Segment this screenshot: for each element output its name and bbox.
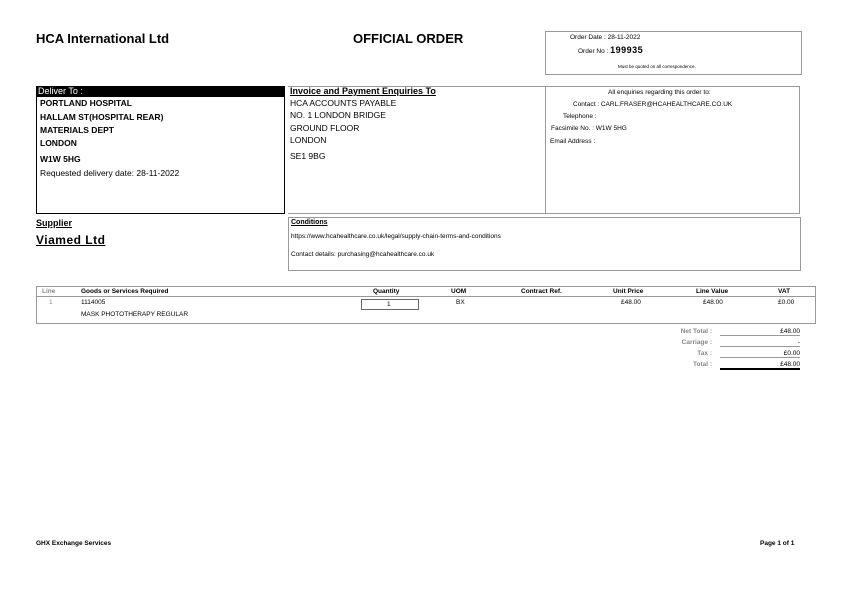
email-row [550, 138, 595, 145]
fax-value: W1W 5HG [595, 125, 627, 132]
total-label: Total : [692, 361, 712, 368]
row-uom: BX [456, 299, 465, 306]
enquiries-note: All enquiries regarding this order to: [608, 89, 711, 96]
invoice-line: SE1 9BG [290, 151, 326, 161]
th-uom: UOM [451, 288, 467, 295]
tax-value: £0.00 [720, 350, 800, 358]
carriage-value: - [720, 339, 800, 347]
conditions-box [288, 217, 801, 271]
supplier-label: Supplier [36, 218, 73, 228]
deliver-to-box [36, 96, 285, 214]
supplier-name: Viamed Ltd [36, 233, 106, 247]
contact-row [573, 101, 732, 108]
deliver-to-heading: Deliver To : [36, 86, 285, 96]
row-quantity: 1 [387, 301, 391, 308]
deliver-line: LONDON [40, 138, 77, 148]
row-line-value: £48.00 [703, 299, 723, 306]
footer-left: GHX Exchange Services [36, 540, 112, 547]
invoice-line: HCA ACCOUNTS PAYABLE [290, 98, 397, 108]
th-goods: Goods or Services Required [81, 288, 169, 295]
conditions-contact: Contact details: purchasing@hcahealthcare.co.uk [291, 251, 435, 258]
email-label: Email Address : [550, 138, 596, 145]
order-no-label: Order No : [578, 48, 609, 55]
deliver-line: W1W 5HG [40, 154, 81, 164]
requested-delivery-label: Requested delivery date: [40, 168, 135, 178]
invoice-line: NO. 1 LONDON BRIDGE [290, 110, 386, 120]
order-number: 199935 [610, 45, 644, 55]
invoice-line: GROUND FLOOR [290, 123, 360, 133]
net-total-label: Net Total : [680, 328, 712, 335]
conditions-url[interactable]: https://www.hcahealthcare.co.uk/legal/supply-chain-terms-and-conditions [291, 233, 501, 240]
divider [545, 86, 546, 214]
deliver-line: MATERIALS DEPT [40, 125, 114, 135]
row-description: MASK PHOTOTHERAPY REGULAR [81, 311, 189, 318]
th-line: Line [42, 288, 56, 295]
conditions-title: Conditions [291, 219, 328, 226]
contact-email: CARL.FRASER@HCAHEALTHCARE.CO.UK [600, 101, 733, 108]
requested-delivery [40, 168, 179, 178]
row-code: 1114005 [81, 299, 106, 306]
th-unit-price: Unit Price [613, 288, 644, 295]
telephone-row [563, 113, 597, 120]
fax-label: Facsimile No. : [551, 125, 594, 132]
quote-note: Must be quoted on all correspondence. [618, 64, 696, 69]
th-vat: VAT [778, 288, 791, 295]
invoice-heading: Invoice and Payment Enquiries To [290, 86, 436, 96]
carriage-label: Carriage : [681, 339, 712, 346]
net-total-value: £48.00 [720, 328, 800, 336]
invoice-line: LONDON [290, 135, 327, 145]
fax-row [551, 125, 627, 132]
order-info-box [545, 31, 802, 75]
tax-label: Tax : [697, 350, 712, 357]
th-contract: Contract Ref. [521, 288, 562, 295]
row-line: 1 [49, 299, 53, 306]
contact-label: Contact : [573, 101, 600, 108]
order-date-label: Order Date : [570, 34, 606, 41]
telephone-label: Telephone : [563, 113, 597, 120]
row-unit-price: £48.00 [621, 299, 641, 306]
th-line-value: Line Value [696, 288, 729, 295]
page-number: Page 1 of 1 [760, 540, 795, 547]
total-value: £48.00 [720, 361, 800, 370]
company-name: HCA International Ltd [36, 31, 170, 46]
document-title: OFFICIAL ORDER [353, 31, 464, 46]
row-vat: £0.00 [778, 299, 795, 306]
deliver-line: HALLAM ST(HOSPITAL REAR) [40, 112, 164, 122]
order-date: 28-11-2022 [607, 34, 641, 41]
deliver-line: PORTLAND HOSPITAL [40, 98, 132, 108]
th-quantity: Quantity [373, 288, 400, 295]
requested-delivery-date: 28-11-2022 [136, 168, 180, 178]
